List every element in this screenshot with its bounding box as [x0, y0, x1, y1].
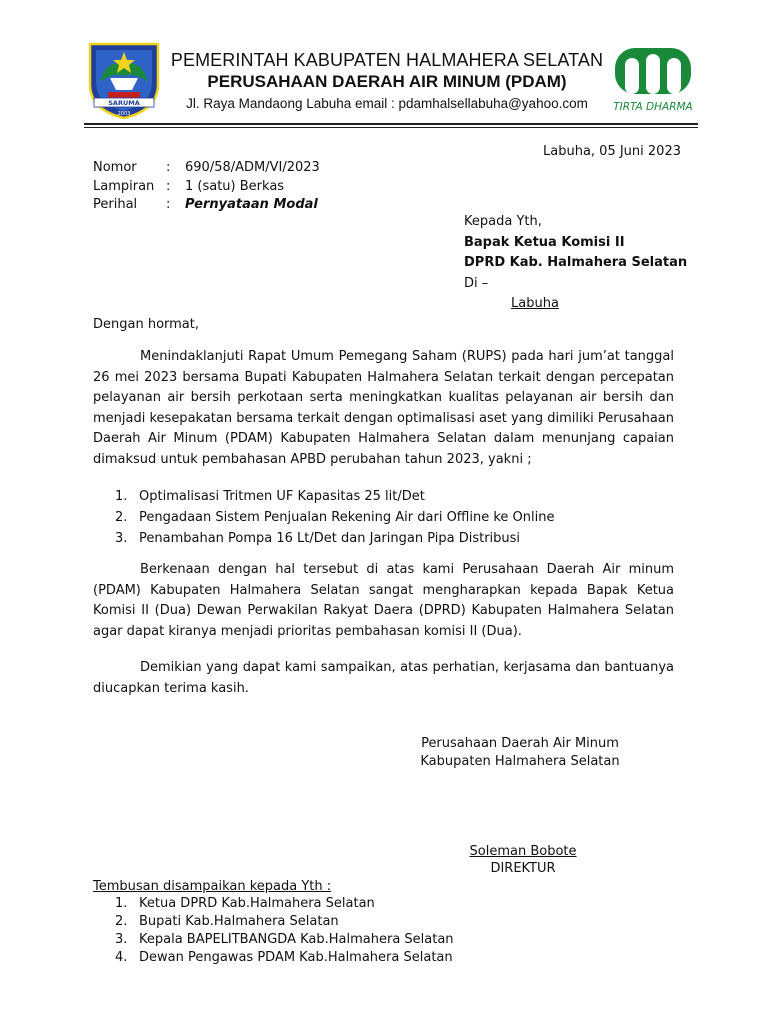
list-item: [93, 486, 693, 507]
government-name: PEMERINTAH KABUPATEN HALMAHERA SELATAN: [170, 50, 604, 70]
signature-org-line1: Perusahaan Daerah Air Minum: [421, 736, 619, 751]
list-item: [93, 507, 693, 528]
list-item-number: 1.: [115, 896, 128, 911]
signatory-title: DIREKTUR: [490, 861, 556, 876]
letter-date: Labuha, 05 Juni 2023: [543, 144, 681, 159]
letterhead-rule-thin: [84, 127, 698, 128]
company-address: Jl. Raya Mandaong Labuha email : pdamhalsellabuha@yahoo.com: [186, 96, 588, 111]
regency-emblem-logo: [86, 38, 162, 120]
list-item-text: Pengadaan Sistem Penjualan Rekening Air dari Offline ke Online: [139, 510, 555, 525]
meta-value-nomor: 690/58/ADM/VI/2023: [185, 160, 320, 175]
meta-label-lampiran: Lampiran: [93, 179, 155, 194]
list-item: [93, 931, 693, 949]
cc-heading: Tembusan disampaikan kepada Yth :: [93, 879, 332, 894]
list-item-text: Penambahan Pompa 16 Lt/Det dan Jaringan Pipa Distribusi: [139, 531, 521, 546]
list-item: [93, 528, 693, 549]
tirta-dharma-text: TIRTA DHARMA: [613, 101, 693, 113]
emblem-banner-text: SARUMA: [108, 99, 140, 107]
emblem-year-text: 2003: [117, 111, 131, 117]
recipient-institution: DPRD Kab. Halmahera Selatan: [464, 255, 688, 270]
recipient-di: Di –: [464, 276, 489, 291]
proposal-list: [93, 486, 693, 549]
company-name: PERUSAHAAN DAERAH AIR MINUM (PDAM): [207, 72, 567, 91]
meta-colon: :: [166, 160, 171, 175]
list-item-text: Kepala BAPELITBANGDA Kab.Halmahera Selatan: [139, 932, 454, 947]
body-paragraph-2: Berkenaan dengan hal tersebut di atas kami Perusahaan Daerah Air minum (PDAM) Kabupaten Halmahera Selatan sangat mengharapkan kepada Bapak Ketua Komisi II (Dua) Dewan Perwakilan Rakyat Daera (DPRD) Kabupaten Halmahera Selatan agar dapat kiranya menjadi prioritas pembahasan komisi II (Dua).: [93, 562, 674, 639]
list-item: [93, 949, 693, 967]
meta-colon: :: [166, 179, 171, 194]
list-item-text: Optimalisasi Tritmen UF Kapasitas 25 lit/Det: [139, 489, 425, 504]
signatory-name: Soleman Bobote: [469, 844, 577, 859]
list-item: [93, 895, 693, 913]
list-item-number: 3.: [115, 932, 128, 947]
list-item-number: 3.: [115, 531, 128, 546]
meta-label-perihal: Perihal: [93, 197, 138, 212]
body-paragraph-3: Demikian yang dapat kami sampaikan, atas perhatian, kerjasama dan bantuanya diucapkan terima kasih.: [93, 660, 674, 696]
list-item-text: Dewan Pengawas PDAM Kab.Halmahera Selatan: [139, 950, 453, 965]
recipient-greeting: Kepada Yth,: [464, 214, 542, 229]
recipient-city: Labuha: [511, 296, 559, 311]
recipient-title: Bapak Ketua Komisi II: [464, 235, 625, 250]
list-item-number: 1.: [115, 489, 128, 504]
list-item-text: Ketua DPRD Kab.Halmahera Selatan: [139, 896, 375, 911]
list-item-number: 4.: [115, 950, 128, 965]
meta-value-lampiran: 1 (satu) Berkas: [185, 179, 285, 194]
list-item: [93, 913, 693, 931]
signature-org-line2: Kabupaten Halmahera Selatan: [420, 754, 620, 769]
list-item-number: 2.: [115, 510, 128, 525]
tirta-dharma-logo: [612, 44, 694, 116]
body-paragraph-1: Menindaklanjuti Rapat Umum Pemegang Saham (RUPS) pada hari jum’at tanggal 26 mei 2023 bersama Bupati Kabupaten Halmahera Selatan terkait dengan percepatan pelayanan air bersih perkotaan serta meningkatkan kualitas pelayanan air bersih dan menjadi kesepakatan bersama terkait dengan optimalisasi aset yang dimiliki Perusahaan Daerah Air Minum (PDAM) Kabupaten Halmahera Selatan dalam menunjang capaian dimaksud untuk pembahasan APBD perubahan tahun 2023, yakni ;: [93, 349, 674, 467]
meta-value-perihal: Pernyataan Modal: [185, 197, 318, 212]
meta-label-nomor: Nomor: [93, 160, 137, 175]
letterhead-rule: [84, 123, 698, 125]
meta-colon: :: [166, 197, 171, 212]
list-item-number: 2.: [115, 914, 128, 929]
list-item-text: Bupati Kab.Halmahera Selatan: [139, 914, 339, 929]
cc-list: [93, 895, 693, 967]
salutation: Dengan hormat,: [93, 317, 200, 332]
